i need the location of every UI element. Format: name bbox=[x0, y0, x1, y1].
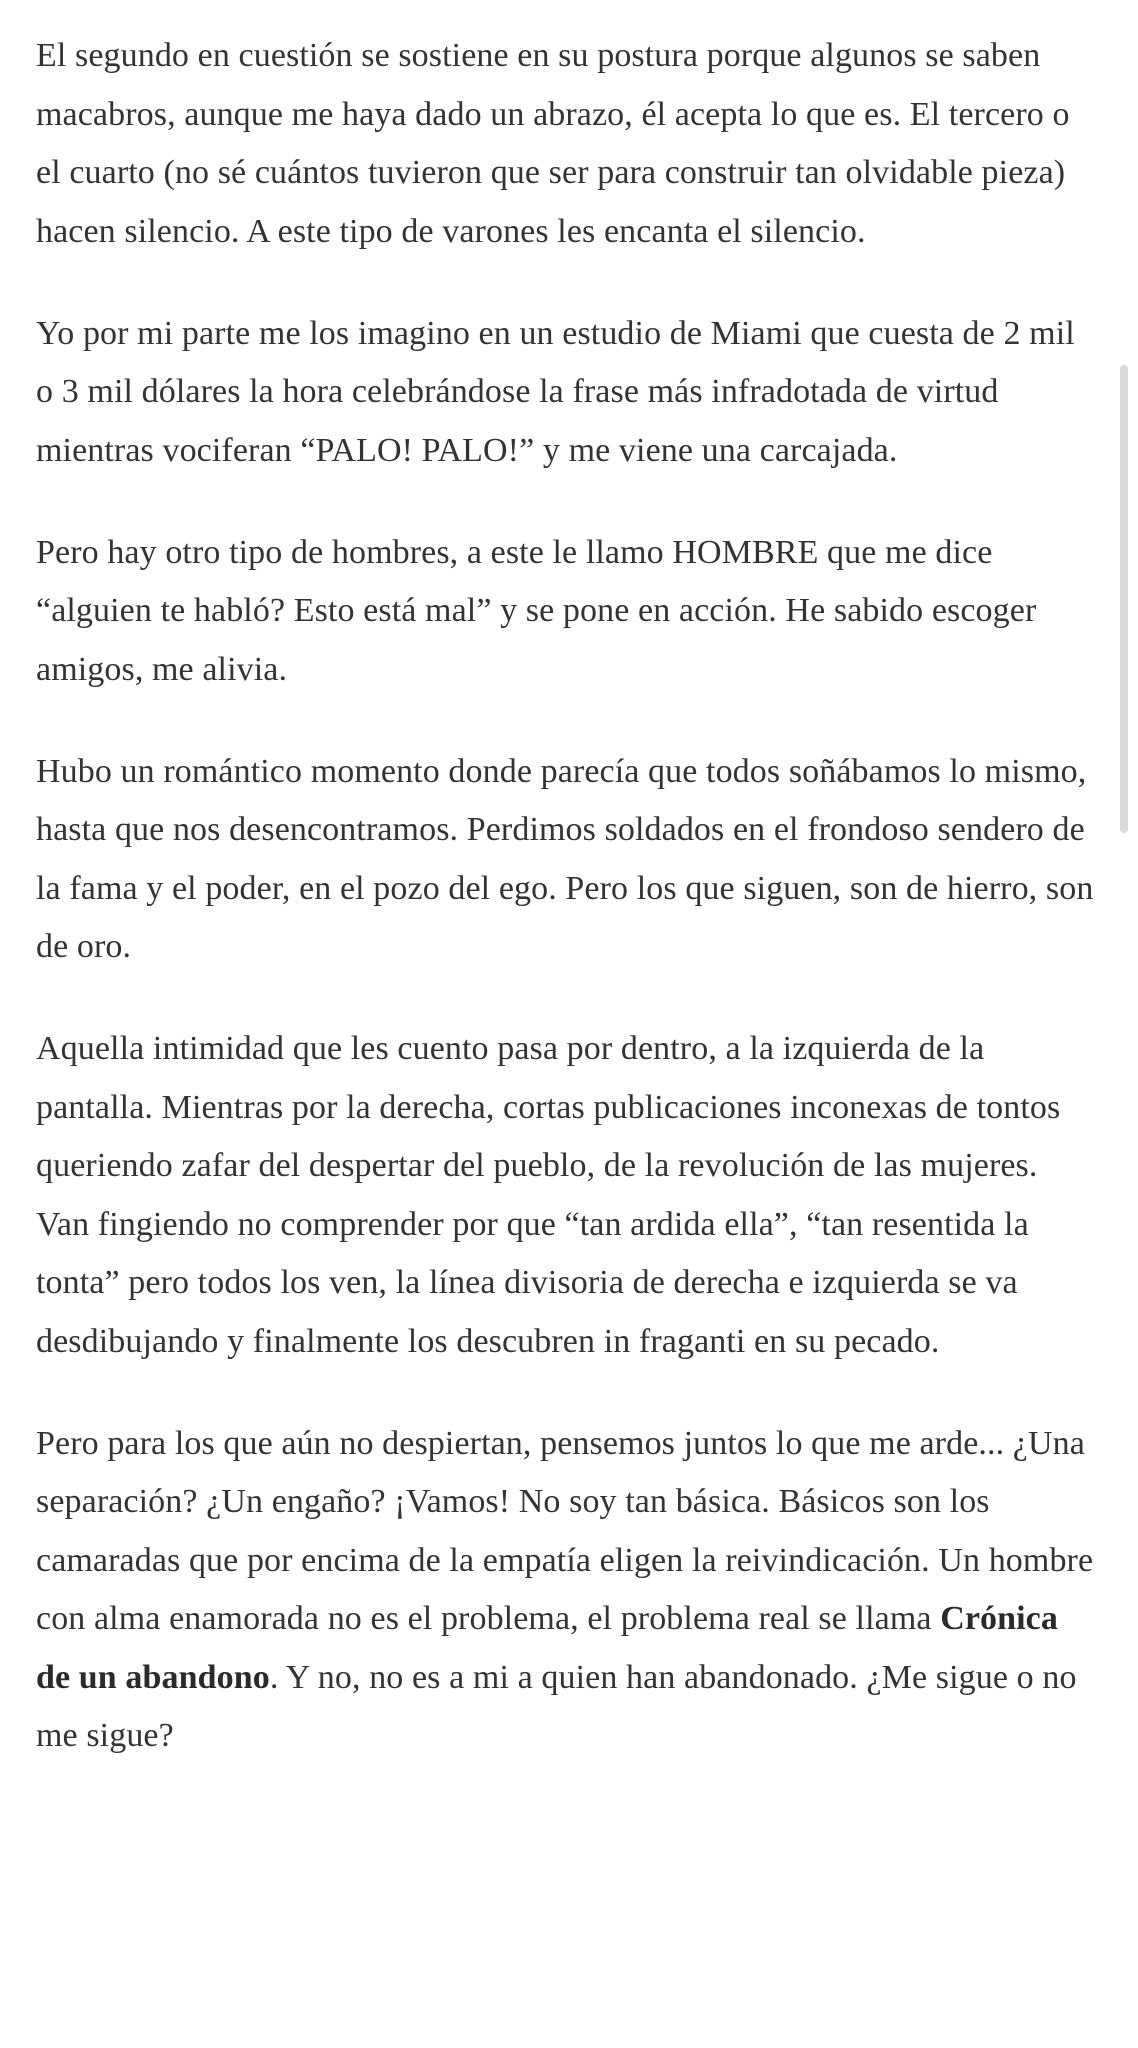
book-title-bold: Crónica de un abandono bbox=[36, 1600, 1058, 1696]
paragraph-2: Yo por mi parte me los imagino en un estudio de Miami que cuesta de 2 mil o 3 mil dólares la hora celebrándose la frase más infradotada de virtud mientras vociferan “PALO! PALO!” y me viene una carcajada. bbox=[36, 314, 1075, 469]
paragraph-4: Hubo un romántico momento donde parecía que todos soñábamos lo mismo, hasta que nos desencontramos. Perdimos soldados en el frondoso sendero de la fama y el poder, en el pozo del ego. Pero los que siguen, son de hierro, son de oro. bbox=[36, 752, 1094, 965]
paragraph-6-text-before: Pero para los que aún no despiertan, pensemos juntos lo que me arde... ¿Una separación? ¿Un engaño? ¡Vamos! No soy tan básica. Básicos son los camaradas que por encima de la empatía eligen la reivindicación. Un hombre con alma enamorada no es el problema, el problema real se llama bbox=[36, 1424, 1094, 1637]
paragraph-6-text-after: . Y no, no es a mi a quien han abandonado. ¿Me sigue o no me sigue? bbox=[36, 1658, 1077, 1754]
paragraph-3: Pero hay otro tipo de hombres, a este le llamo HOMBRE que me dice “alguien te habló? Esto está mal” y se pone en acción. He sabido escoger amigos, me alivia. bbox=[36, 533, 1037, 688]
article-body bbox=[36, 27, 1096, 1809]
paragraph-1: El segundo en cuestión se sostiene en su postura porque algunos se saben macabros, aunque me haya dado un abrazo, él acepta lo que es. El tercero o el cuarto (no sé cuántos tuvieron que ser para construir tan olvidable pieza) hacen silencio. A este tipo de varones les encanta el silencio. bbox=[36, 37, 1070, 250]
paragraph-6 bbox=[36, 1415, 1096, 1766]
paragraph-5: Aquella intimidad que les cuento pasa por dentro, a la izquierda de la pantalla. Mientras por la derecha, cortas publicaciones inconexas de tontos queriendo zafar del despertar del pueblo, de la revolución de las mujeres. Van fingiendo no comprender por que “tan ardida ella”, “tan resentida la tonta” pero todos los ven, la línea divisoria de derecha e izquierda se va desdibujando y finalmente los descubren in fraganti en su pecado. bbox=[36, 1030, 1061, 1360]
scrollbar-thumb[interactable] bbox=[1120, 365, 1128, 833]
vertical-scrollbar[interactable] bbox=[1116, 360, 1130, 840]
